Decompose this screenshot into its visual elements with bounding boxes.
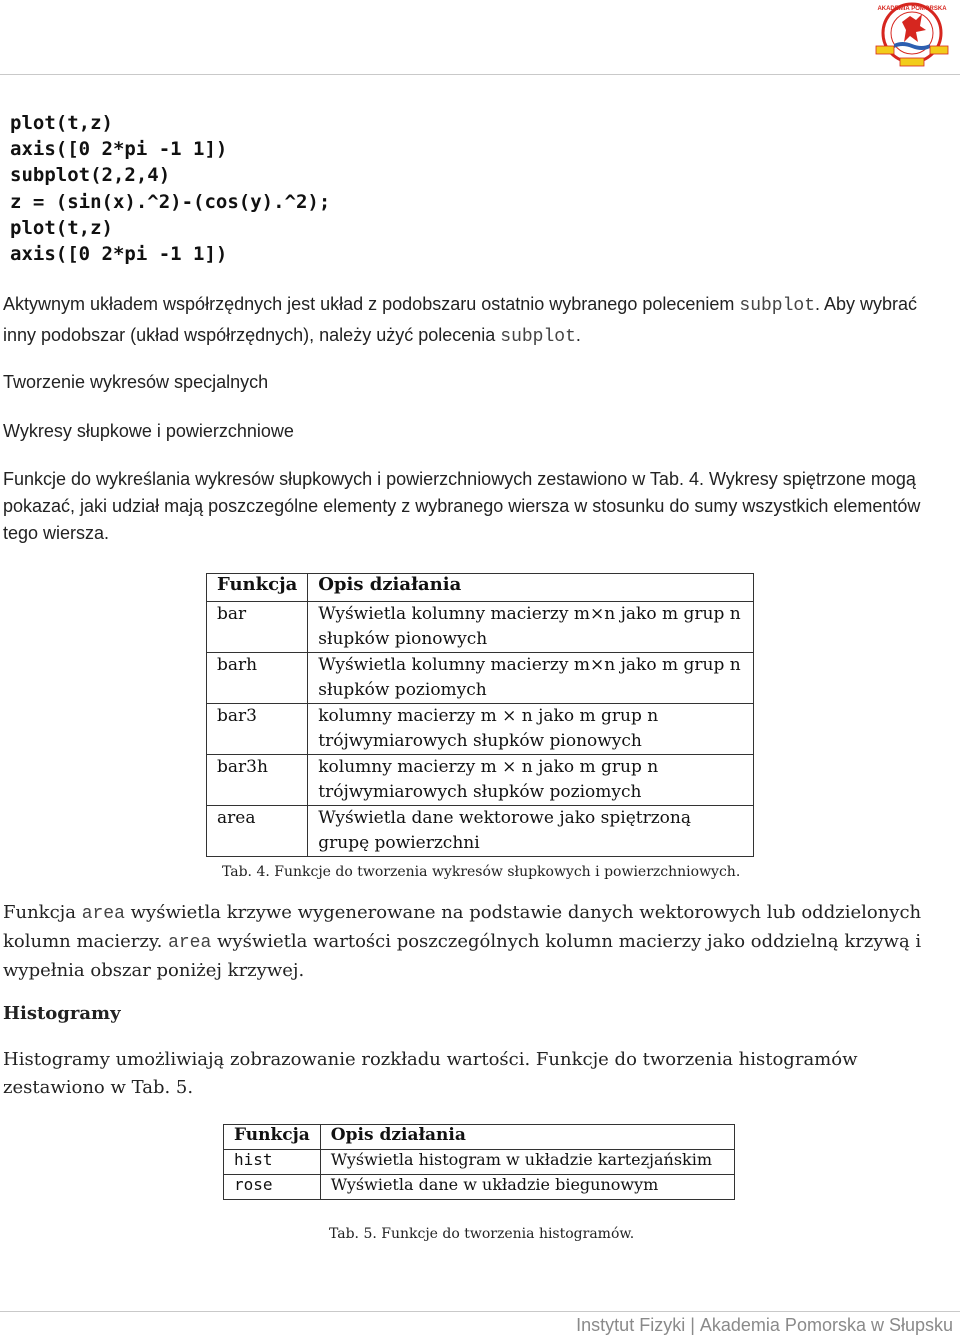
function-name: bar3h [207,755,308,806]
function-name: rose [224,1175,321,1200]
paragraph-histograms [3,1046,955,1102]
text-span: wyświetla krzywe wygenerowane na podstawie danych wektorowych lub oddzielonych kolumn macierzy. [3,902,922,952]
function-name: bar3 [207,704,308,755]
function-name: barh [207,653,308,704]
function-description: Wyświetla kolumny macierzy m×n jako m grup n słupków poziomych [308,653,754,704]
text-span: Histogramy umożliwiają zobrazowanie rozkładu wartości. Funkcje do tworzenia histogramów zestawiono w Tab. 5. [3,1049,858,1098]
table-row [224,1150,735,1175]
code-line: z = (sin(x).^2)-(cos(y).^2); [10,190,331,213]
table-histogram-functions [223,1124,735,1200]
table-header-row [224,1125,735,1150]
code-line: axis([0 2*pi -1 1]) [10,138,228,161]
table-row [207,704,754,755]
header-description: Opis działania [308,574,754,602]
table-row [207,755,754,806]
heading-histograms: Histogramy [3,1003,121,1024]
header-function: Funkcja [207,574,308,602]
header-divider [0,74,960,75]
table-bar-functions [206,573,754,857]
text-span: wyświetla wartości poszczególnych kolumn macierzy jako oddzielną krzywą i wypełnia obszar poniżej krzywej. [3,931,922,981]
function-description: Wyświetla dane w układzie biegunowym [320,1175,734,1200]
function-description: kolumny macierzy m × n jako m grup n trójwymiarowych słupków poziomych [308,755,754,806]
university-logo [872,2,952,68]
footer [576,1311,953,1339]
function-name: bar [207,602,308,653]
table-5-caption: Tab. 5. Funkcje do tworzenia histogramów. [329,1226,635,1242]
function-description: Wyświetla kolumny macierzy m×n jako m grup n słupków pionowych [308,602,754,653]
code-line: axis([0 2*pi -1 1]) [10,242,228,265]
code-block [10,110,330,267]
inline-code: subplot [500,327,576,347]
function-description: Wyświetla histogram w układzie kartezjańskim [320,1150,734,1175]
code-line: plot(t,z) [10,112,113,134]
heading-special-plots: Tworzenie wykresów specjalnych [3,372,269,392]
header-function: Funkcja [224,1125,321,1150]
paragraph-active-axes [3,290,955,352]
text-span: Funkcja [3,902,82,923]
table-4-caption: Tab. 4. Funkcje do tworzenia wykresów słupkowych i powierzchniowych. [222,864,741,880]
text-span: . Aby wybrać inny podobszar (układ współrzędnych), należy użyć polecenia [3,294,918,345]
function-description: Wyświetla dane wektorowe jako spiętrzoną grupę powierzchni [308,806,754,857]
footer-university: Akademia Pomorska w Słupsku [699,1315,953,1335]
code-line: plot(t,z) [10,216,113,239]
table-row [207,602,754,653]
footer-separator: | [690,1315,695,1335]
function-name: hist [224,1150,321,1175]
header-description: Opis działania [320,1125,734,1150]
code-line: subplot(2,2,4) [10,164,171,187]
table-row [207,653,754,704]
function-name: area [207,806,308,857]
text-span: . [575,325,581,345]
footer-institute: Instytut Fizyki [576,1315,686,1335]
table-row [207,806,754,857]
function-description: kolumny macierzy m × n jako m grup n trójwymiarowych słupków pionowych [308,704,754,755]
inline-code: area [168,933,212,953]
heading-bar-surface: Wykresy słupkowe i powierzchniowe [3,421,294,441]
svg-text:AKADEMIA POMORSKA: AKADEMIA POMORSKA [877,6,947,12]
text-span: Funkcje do wykreślania wykresów słupkowych i powierzchniowych zestawiono w Tab. 4. Wykresy spiętrzone mogą pokazać, jaki udział mają poszczególne elementy z wybranego wiersza w stosunku do sumy wszystkich elementów tego wiersza. [3,469,921,543]
table-row [224,1175,735,1200]
text-span: Aktywnym układem współrzędnych jest układ z podobszaru ostatnio wybranego poleceniem [3,294,740,314]
table-header-row [207,574,754,602]
paragraph-area-function [3,899,955,985]
inline-code: area [81,904,125,924]
paragraph-bar-functions [3,466,955,547]
inline-code: subplot [739,296,816,316]
